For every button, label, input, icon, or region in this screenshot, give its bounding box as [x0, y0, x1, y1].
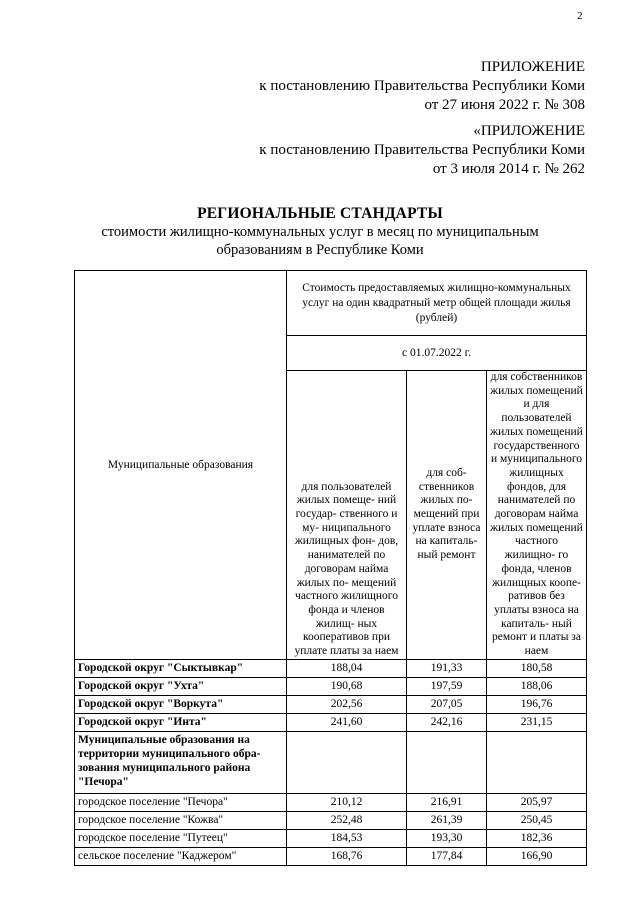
table-row	[75, 829, 587, 847]
table-row	[75, 811, 587, 829]
cell-value: 210,12	[287, 793, 407, 811]
row-name: Городской округ "Воркута"	[75, 695, 287, 713]
cell-value: 241,60	[287, 713, 407, 731]
row-name: Городской округ "Ухта"	[75, 677, 287, 695]
header-tenants-with-rent: для пользователей жилых помеще- ний государ- ственного и му- ниципального жилищных фон- дов, нанимателей по договорам найма жилых по- мещений частного жилищного фонда и членов жилищ- ных кооперативов при уплате платы за наем	[287, 371, 407, 660]
cell-empty	[487, 731, 587, 793]
header-municipalities: Муниципальные образования	[75, 271, 287, 660]
group-name: Муниципальные образования на территории муниципального обра- зования муниципального района "Печора"	[75, 731, 287, 793]
cell-value: 202,56	[287, 695, 407, 713]
appendix-header-original	[259, 122, 585, 179]
cell-value: 180,58	[487, 659, 587, 677]
cell-value: 261,39	[407, 811, 487, 829]
cell-value: 168,76	[287, 847, 407, 865]
header-owners-with-repair-fee: для соб- ственников жилых по- мещений при уплате взноса на капиталь- ный ремонт	[407, 371, 487, 660]
cell-value: 216,91	[407, 793, 487, 811]
cell-value: 184,53	[287, 829, 407, 847]
cell-value: 207,05	[407, 695, 487, 713]
appendix-label: «ПРИЛОЖЕНИЕ	[473, 123, 585, 139]
cell-value: 252,48	[287, 811, 407, 829]
subtitle-line: стоимости жилищно-коммунальных услуг в месяц по муниципальным	[101, 224, 539, 240]
cell-value: 193,30	[407, 829, 487, 847]
cell-value: 250,45	[487, 811, 587, 829]
cell-value: 242,16	[407, 713, 487, 731]
cell-value: 205,97	[487, 793, 587, 811]
table-row	[75, 659, 587, 677]
table-row	[75, 695, 587, 713]
cell-value: 231,15	[487, 713, 587, 731]
row-name: Городской округ "Сыктывкар"	[75, 659, 287, 677]
cell-value: 188,04	[287, 659, 407, 677]
group-row	[75, 731, 587, 793]
cell-value: 190,68	[287, 677, 407, 695]
document-subtitle	[100, 223, 540, 259]
header-without-fees: для собственников жилых помещений и для пользователей жилых помещений государственного и муниципального жилищных фондов, для нанимателей по договорам найма жилых помещений частного жилищно- го фонда, членов жилищных коопе- ративов без уплаты взноса на капиталь- ный ремонт и платы за наем	[487, 371, 587, 660]
table-row	[75, 677, 587, 695]
row-name: городское поселение "Печора"	[75, 793, 287, 811]
table-row	[75, 847, 587, 865]
header-date: с 01.07.2022 г.	[287, 336, 587, 371]
appendix-decree: к постановлению Правительства Республики Коми	[259, 142, 585, 158]
cell-value: 166,90	[487, 847, 587, 865]
document-title: РЕГИОНАЛЬНЫЕ СТАНДАРТЫ	[197, 205, 443, 222]
cell-empty	[287, 731, 407, 793]
appendix-date: от 27 июня 2022 г. № 308	[424, 97, 585, 113]
row-name: городское поселение "Кожва"	[75, 811, 287, 829]
standards-table	[74, 270, 587, 866]
page-number: 2	[577, 10, 583, 22]
cell-empty	[407, 731, 487, 793]
subtitle-line: образованиям в Республике Коми	[216, 242, 424, 258]
cell-value: 196,76	[487, 695, 587, 713]
appendix-label: ПРИЛОЖЕНИЕ	[480, 59, 585, 75]
table-row	[75, 713, 587, 731]
cell-value: 188,06	[487, 677, 587, 695]
row-name: сельское поселение "Каджером"	[75, 847, 287, 865]
row-name: городское поселение "Путеец"	[75, 829, 287, 847]
appendix-header-current	[259, 58, 585, 115]
appendix-decree: к постановлению Правительства Республики Коми	[259, 78, 585, 94]
header-cost: Стоимость предоставляемых жилищно-коммунальных услуг на один квадратный метр общей площади жилья (рублей)	[287, 271, 587, 336]
appendix-date: от 3 июля 2014 г. № 262	[432, 161, 585, 177]
cell-value: 191,33	[407, 659, 487, 677]
cell-value: 177,84	[407, 847, 487, 865]
cell-value: 182,36	[487, 829, 587, 847]
row-name: Городской округ "Инта"	[75, 713, 287, 731]
cell-value: 197,59	[407, 677, 487, 695]
table-row	[75, 793, 587, 811]
